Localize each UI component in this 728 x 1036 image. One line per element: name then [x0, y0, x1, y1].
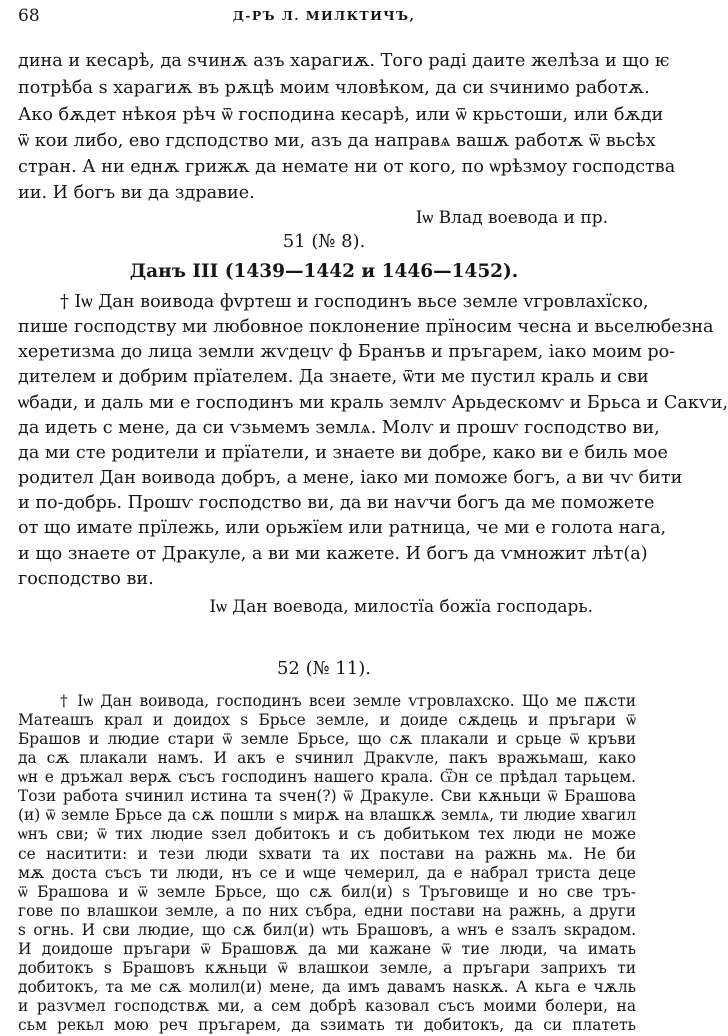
running-title: Д-РЪ Л. МИЛКТИЧЪ,	[232, 8, 416, 23]
text-line: да сѫ плакали намъ. И акъ е ѕчинил Дракѵле, пакъ вражьмаш, како	[18, 749, 636, 768]
text-line: Матеашъ крал и доидох ѕ Брьсе земле, и доиде сѫдець и пръгари ѿ	[18, 711, 636, 730]
text-line: Този работа ѕчинил истина та ѕчен(?) ѿ Дракуле. Сви кѫньци ѿ Брашова	[18, 787, 636, 806]
ruler-heading: Данъ III (1439—1442 и 1446—1452).	[129, 261, 519, 282]
text-line: ѕ огнь. И сви людие, що сѫ бил(и) ѡть Брашовъ, а ѡнъ е ѕзалъ ѕкрадом.	[18, 920, 636, 939]
document-number: 52 (№ 11).	[276, 658, 372, 679]
text-line: и по-добрь. Прошѵ господство ви, да ви наѵчи богъ да ме поможете	[18, 493, 655, 513]
text-line: и що знаете от Дракуле, а ви ми кажете. И богъ да ѵмножит лѣт(а)	[18, 544, 648, 564]
page-header	[0, 2, 648, 26]
text-line: и разѵмел господствѫ ми, а сем добрѣ казовал съсъ моими болери, на	[18, 996, 636, 1015]
signature-line: Іѡ Дан воевода, милостїа божїа господарь.	[209, 597, 593, 617]
text-line: ѿ Брашова и ѿ земле Брьсе, що сѫ бил(и) ѕ Тръговище и но све тръ-	[18, 882, 636, 901]
text-line: ии. И богъ ви дa здравие.	[18, 183, 255, 203]
text-line: добитокъ, та ме сѫ молил(и) мене, да имъ давамъ наѕкѫ. А кьга е чѫль	[18, 977, 636, 996]
text-line: се наситити: и тези люди ѕхвати та их постави на ражнь мѧ. Не би	[18, 844, 636, 863]
text-line: † Іѡ Дан воивода, господинъ всеи земле ѵгровлахско. Що ме пѫсти	[60, 692, 636, 710]
text-line: добитокъ ѕ Брашовъ кѫньци ѿ влашкои земле, а пръгари заприхъ ти	[18, 958, 636, 977]
text-line: стран. А ни еднѫ грижѫ да немате ни от кого, по ѡрѣзмоу господства	[18, 157, 676, 177]
text-line: родител Дан воивода добръ, а мене, іако ми поможе богъ, а ви чѵ бити	[18, 468, 683, 488]
text-line: † Іѡ Дан воивода фvртеш и господинъ вьсе земле vгровлахїско,	[60, 292, 649, 312]
text-line: господство ви.	[18, 569, 154, 589]
signature-line: Іѡ Влад воевода и пр.	[415, 208, 608, 228]
text-line: да идеть с мене, да си ѵзьмемъ землѧ. Молѵ и прошѵ господство ви,	[18, 418, 660, 438]
page-number: 68	[18, 6, 40, 26]
text-line: гове по влашкои земле, а по них събра, едни постави на ражнь, а други	[18, 901, 636, 920]
text-line: дина и кесарѣ, да ѕчинѫ азъ харагиѫ. Того раді даите желѣза и що ѥ	[18, 51, 670, 71]
text-line: херетизма до лица земли жѵдецѵ ф Бранъв и пръгарем, іако моим ро-	[18, 342, 676, 362]
text-line: ѿ кои либо, ево гдсподство ми, азъ да направѧ вашѫ работѫ ѿ вьсѣх	[18, 131, 656, 151]
text-line: ѡн е дръжал верѫ съсъ господинъ нашего крала. Ѿн се прѣдал тарьцем.	[18, 768, 636, 787]
text-line: от що имате прїлежь, или орьжїем или ратница, че ми е голота нага,	[18, 518, 667, 538]
text-line: И доидоше пръгари ѿ Брашовѫ да ми кажане ѿ тие люди, ча имать	[18, 939, 636, 958]
text-line: Брашов и людие стари ѿ земле Брьсе, що сѫ плакали и срьце ѿ кръви	[18, 730, 636, 749]
text-line: да ми сте родители и прїатели, и знаете ви добре, како ви е биль мое	[18, 443, 668, 463]
text-line: (и) ѿ земле Брьсе да сѫ пошли ѕ мирѫ на влашкѫ землѧ, ти людие хвагил	[18, 806, 636, 825]
text-line: потрѣба ѕ харагиѫ въ рѫцѣ моим чловѣком, да си ѕчинимо работѫ.	[18, 78, 650, 98]
text-line: ѡнъ сви; ѿ тих людие ѕзел добитокъ и съ добитьком тех люди не може	[18, 825, 636, 844]
document-number: 51 (№ 8).	[282, 231, 366, 252]
text-line: дителем и добрим прїателем. Да знаете, ѿти ме пустил краль и сви	[18, 367, 649, 387]
text-line: пише господству ми любовное поклонение прїносим чесна и вьселюбезна	[18, 317, 714, 337]
text-line: ѡбади, и даль ми е господинъ ми краль землѵ Арьдескомѵ и Брьса и Сакѵи,	[18, 393, 728, 413]
text-line: мѫ доста съсъ ти люди, нъ се и ѡще чемерил, да е набрал триста деце	[18, 863, 636, 882]
text-line: Ако бѫдет нѣкоя рѣч ѿ господина кесарѣ, или ѿ крьстоши, или бѫди	[18, 105, 664, 125]
text-line: сьм рекьл мою реч пръгарем, да ѕзимать ти добитокъ, да си платеть	[18, 1016, 636, 1034]
